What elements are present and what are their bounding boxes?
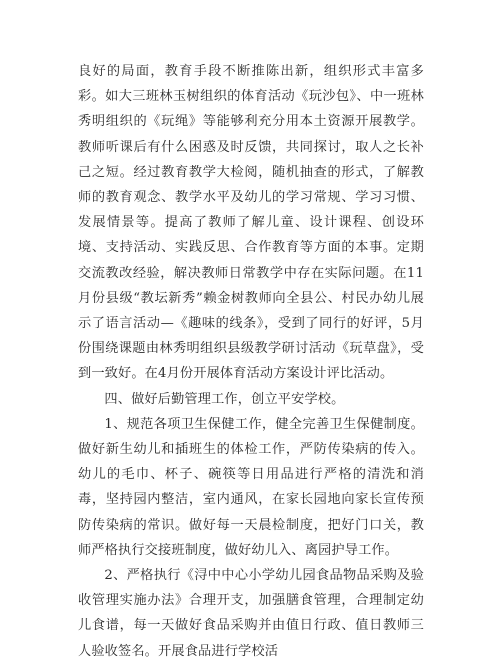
paragraph-continued: 良好的局面，教育手段不断推陈出新，组织形式丰富多彩。如大三班林玉树组织的体育活动《玩沙包》、中一班林秀明组织的《玩绳》等能够利充分用本土资源开展教学。教师听课后有什么困惑及时反馈，共同探讨，取人之长补己之短。经过教育教学大检阅，随机抽查的形式，了解教师的教育观念、教学水平及幼儿的学习常规、学习习惯、发展情景等。提高了教师了解儿童、设计课程、创设环境、支持活动、实践反思、合作教育等方面的本事。定期交流教改经验，解决教师日常教学中存在实际问题。在11月份县级“教坛新秀”赖金树教师向全县公、村民办幼儿展示了语言活动—《趣味的线条》，受到了同行的好评，5月份围绕课题由林秀明组织县级教学研讨活动《玩草盘》，受到一致好。在4月份开展体育活动方案设计评比活动。 (78, 64, 424, 382)
section-heading-four: 四、做好后勤管理工作，创立平安学校。 (104, 391, 345, 407)
document-body (78, 59, 424, 664)
paragraph-item-two: 2、严格执行《浔中中心小学幼儿园食品物品采购及验收管理实施办法》合理开支，加强膳食管理，合理制定幼儿食谱，每一天做好食品采购并由值日行政、值日教师三人验收签名。开展食品进行学校活 (78, 568, 424, 659)
paragraph-item-one: 1、规范各项卫生保健工作，健全完善卫生保健制度。做好新生幼儿和插班生的体检工作，严防传染病的传入。幼儿的毛巾、杯子、碗筷等日用品进行严格的清洗和消毒，坚持园内整洁，室内通风，在家长园地向家长宣传预防传染病的常识。做好每一天晨检制度，把好门口关，教师严格执行交接班制度，做好幼儿入、离园护导工作。 (78, 416, 424, 558)
